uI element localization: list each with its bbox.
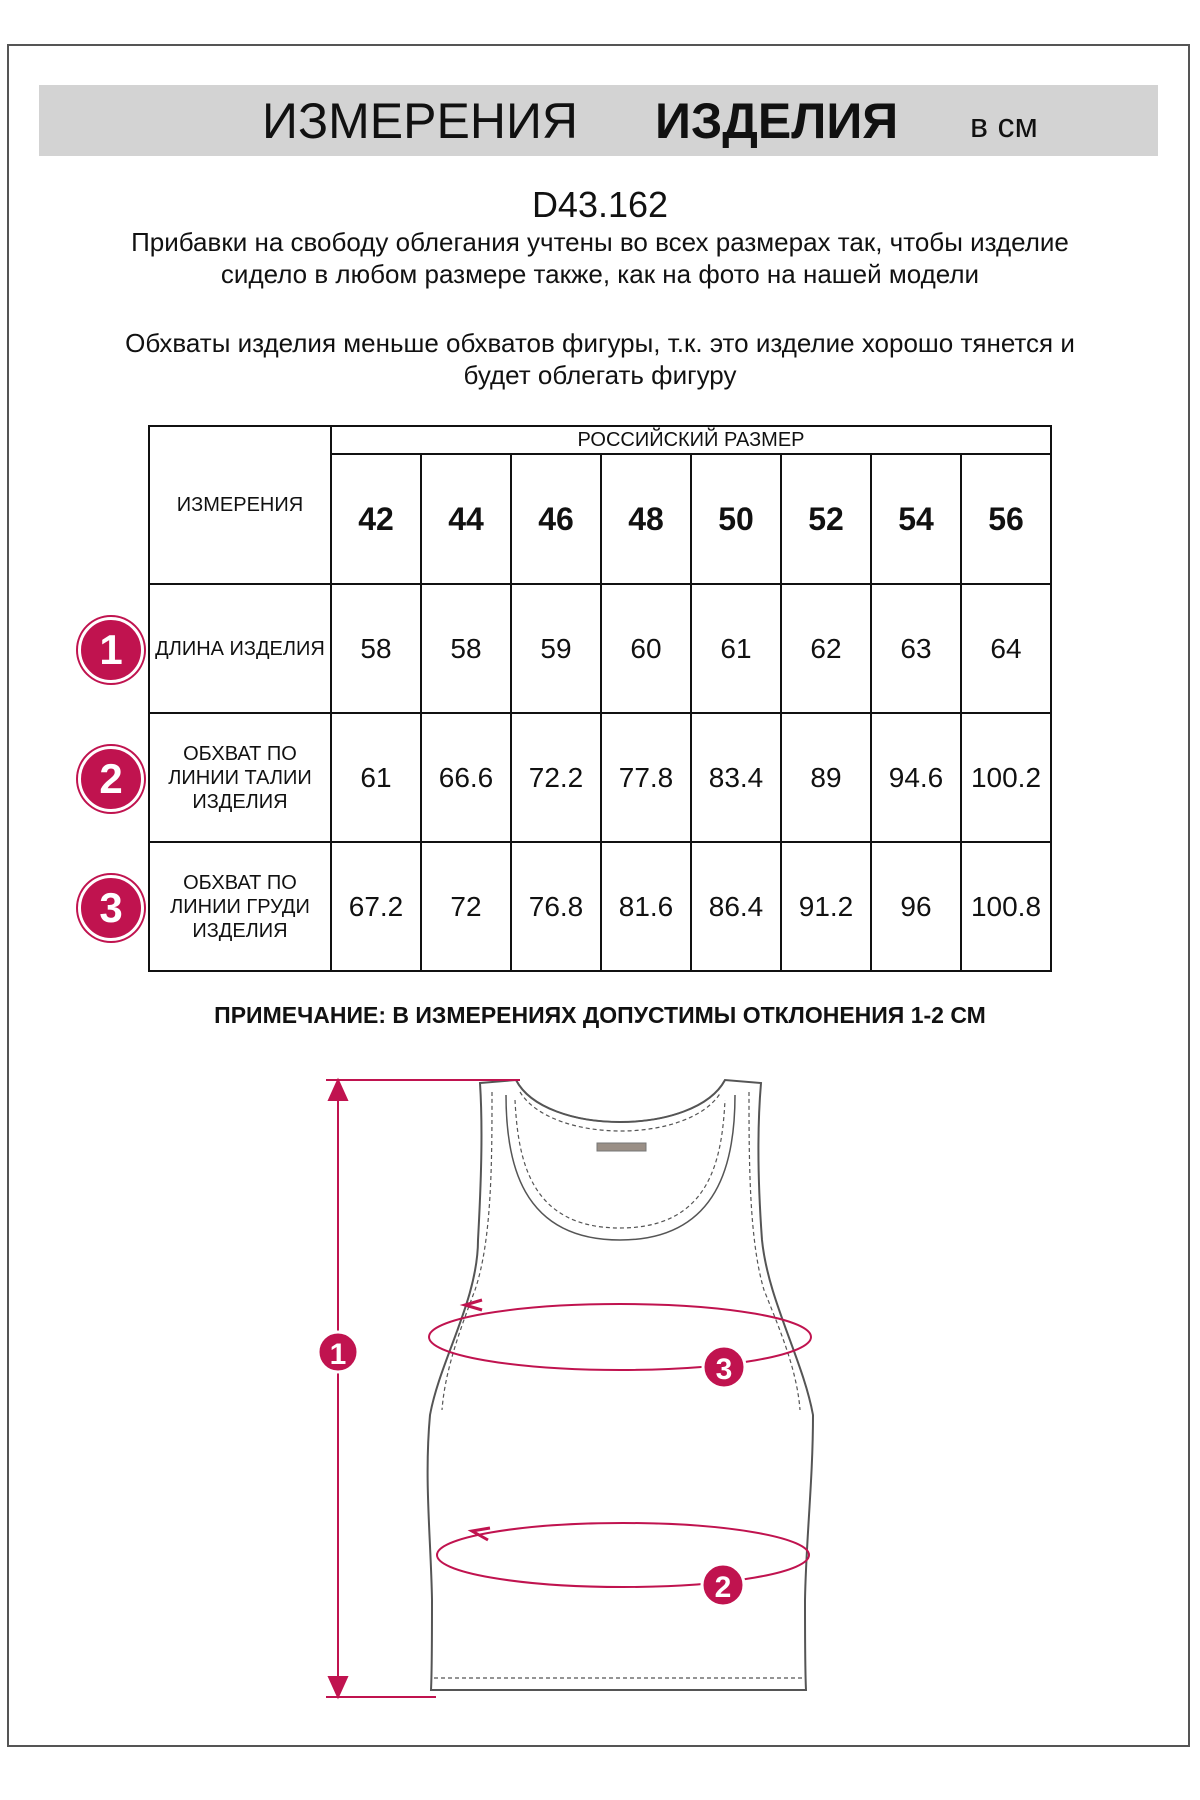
size-header: 46 — [511, 454, 601, 584]
page-title: ИЗМЕРЕНИЯ — [262, 93, 578, 149]
brand-label — [597, 1143, 646, 1151]
table-cell: 66.6 — [421, 713, 511, 842]
table-cell: 61 — [331, 713, 421, 842]
measurement-badge-1: 1 — [78, 617, 144, 683]
size-group-header: РОССИЙСКИЙ РАЗМЕР — [331, 426, 1051, 454]
row-label-length: ДЛИНА ИЗДЕЛИЯ — [149, 584, 331, 713]
measurement-badge-2: 2 — [78, 746, 144, 812]
table-cell: 86.4 — [691, 842, 781, 971]
corner-header: ИЗМЕРЕНИЯ — [149, 426, 331, 584]
size-header: 42 — [331, 454, 421, 584]
size-header: 54 — [871, 454, 961, 584]
table-cell: 72.2 — [511, 713, 601, 842]
table-cell: 58 — [331, 584, 421, 713]
size-header: 50 — [691, 454, 781, 584]
length-arrow-top — [329, 1080, 347, 1100]
table-cell: 91.2 — [781, 842, 871, 971]
tank-top-outline — [428, 1080, 813, 1690]
table-cell: 89 — [781, 713, 871, 842]
table-cell: 63 — [871, 584, 961, 713]
table-cell: 64 — [961, 584, 1051, 713]
tank-top-diagram — [0, 1060, 1200, 1720]
description-fit: Прибавки на свободу облегания учтены во всех размерах так, чтобы изделие сидело в любом размере также, как на фото на нашей модели — [131, 227, 1069, 289]
table-row — [149, 584, 1051, 713]
length-marker — [318, 1332, 358, 1372]
table-cell: 67.2 — [331, 842, 421, 971]
svg-text:1: 1 — [329, 1338, 347, 1371]
table-cell: 76.8 — [511, 842, 601, 971]
size-header: 52 — [781, 454, 871, 584]
tolerance-note: ПРИМЕЧАНИЕ: В ИЗМЕРЕНИЯХ ДОПУСТИМЫ ОТКЛОНЕНИЯ 1-2 СМ — [214, 1002, 986, 1028]
waist-marker — [702, 1564, 744, 1606]
row-label-waist: ОБХВАТ ПО ЛИНИИ ТАЛИИ ИЗДЕЛИЯ — [149, 713, 331, 842]
length-arrow-bottom — [329, 1677, 347, 1697]
table-row — [149, 842, 1051, 971]
table-cell: 77.8 — [601, 713, 691, 842]
units-label: в см — [970, 107, 1038, 145]
table-row — [149, 713, 1051, 842]
measurement-badge-3: 3 — [78, 875, 144, 941]
table-cell: 83.4 — [691, 713, 781, 842]
model-code: D43.162 — [531, 184, 669, 225]
table-cell: 62 — [781, 584, 871, 713]
table-cell: 59 — [511, 584, 601, 713]
table-cell: 58 — [421, 584, 511, 713]
page-title-bold: ИЗДЕЛИЯ — [655, 93, 899, 149]
size-header: 56 — [961, 454, 1051, 584]
bust-marker — [703, 1346, 745, 1388]
table-cell: 81.6 — [601, 842, 691, 971]
svg-text:3: 3 — [715, 1353, 733, 1386]
description-stretch: Обхваты изделия меньше обхватов фигуры, т.к. это изделие хорошо тянется и будет облегать фигуру — [125, 328, 1075, 390]
size-header: 44 — [421, 454, 511, 584]
size-table — [148, 425, 1052, 972]
table-cell: 100.2 — [961, 713, 1051, 842]
table-cell: 94.6 — [871, 713, 961, 842]
table-cell: 72 — [421, 842, 511, 971]
row-label-bust: ОБХВАТ ПО ЛИНИИ ГРУДИ ИЗДЕЛИЯ — [149, 842, 331, 971]
table-cell: 60 — [601, 584, 691, 713]
table-cell: 100.8 — [961, 842, 1051, 971]
size-header: 48 — [601, 454, 691, 584]
svg-text:2: 2 — [714, 1571, 732, 1604]
tank-top-body — [428, 1080, 813, 1690]
table-cell: 61 — [691, 584, 781, 713]
table-cell: 96 — [871, 842, 961, 971]
